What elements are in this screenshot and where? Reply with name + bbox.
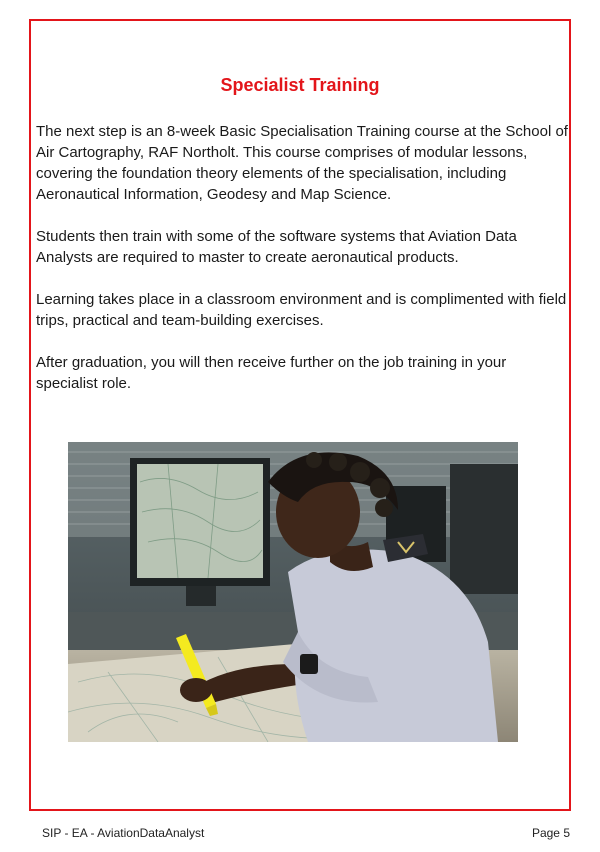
body-text	[36, 121, 572, 415]
paragraph-2: Students then train with some of the software systems that Aviation Data Analysts are required to master to create aeronautical products.	[36, 228, 517, 266]
footer-document-id: SIP - EA - AviationDataAnalyst	[42, 826, 205, 840]
paragraph-3: Learning takes place in a classroom environment and is complimented with field trips, practical and team-building exercises.	[36, 291, 567, 329]
training-photo-illustration	[68, 442, 518, 742]
page-title: Specialist Training	[220, 75, 380, 95]
paragraph-4: After graduation, you will then receive further on the job training in your specialist role.	[36, 354, 507, 392]
footer-page-number: Page 5	[531, 826, 570, 840]
paragraph-1: The next step is an 8-week Basic Specialisation Training course at the School of Air Cartography, RAF Northolt. This course comprises of modular lessons, covering the foundation theory elements of the specialisation, including Aeronautical Information, Geodesy and Map Science.	[36, 123, 568, 203]
training-photo	[68, 442, 518, 742]
